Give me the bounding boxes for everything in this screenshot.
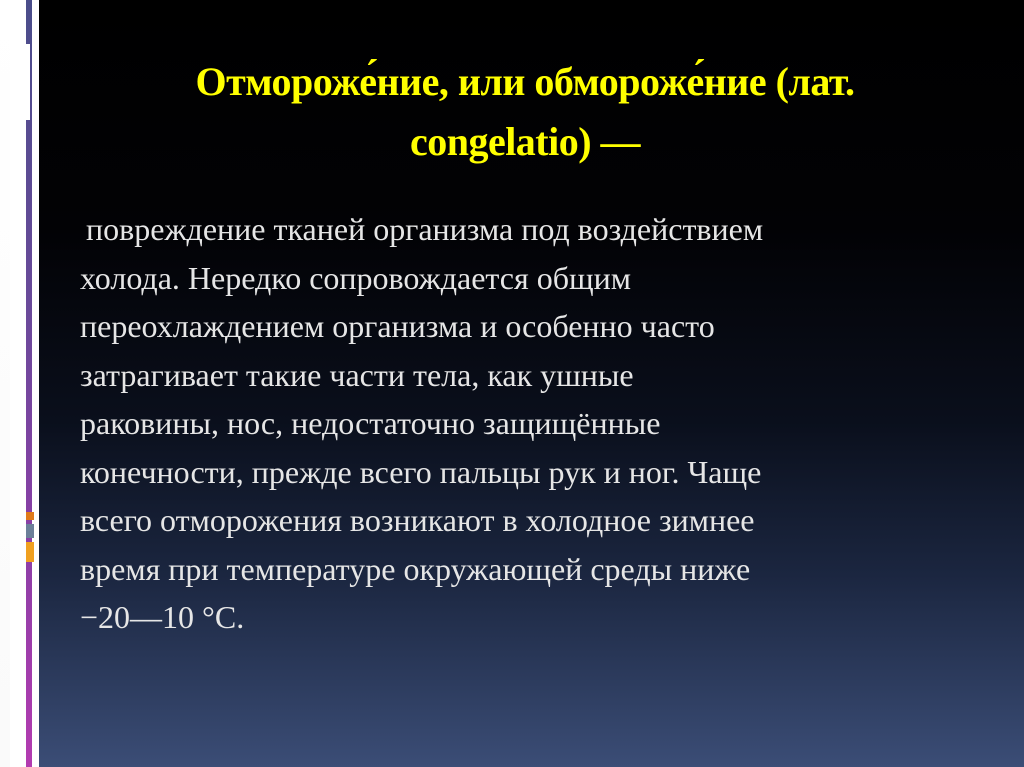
body-line: раковины, нос, недостаточно защищённые — [80, 405, 661, 441]
title-line: Отмороже́ние, или обмороже́ние (лат. — [195, 59, 855, 104]
body-line: время при температуре окружающей среды ниже — [80, 550, 751, 587]
bar-2 — [25, 44, 30, 120]
vertical-bars-icon — [17, 44, 39, 120]
body-line: переохлаждением организма и особенно часто — [80, 308, 715, 344]
left-edge-strip — [0, 0, 10, 767]
bar-3 — [33, 44, 38, 120]
slide-body — [80, 205, 960, 642]
accent-block-gray — [26, 524, 34, 538]
slide-title — [90, 52, 960, 172]
bar-1 — [17, 44, 22, 120]
accent-block-orange — [26, 512, 34, 520]
body-line: конечности, прежде всего пальцы рук и ног. Чаще — [80, 453, 762, 490]
body-line: холода. Нередко сопровождается общим — [80, 259, 631, 296]
body-line: затрагивает такие части тела, как ушные — [80, 356, 634, 393]
color-blocks-icon — [26, 512, 34, 562]
body-line: повреждение тканей организма под воздействием — [86, 211, 764, 247]
body-line: −20—10 °C. — [80, 599, 245, 635]
title-line: congelatio) — — [409, 119, 641, 164]
accent-block-yellow — [26, 542, 34, 562]
body-line: всего отморожения возникают в холодное зимнее — [80, 502, 755, 538]
